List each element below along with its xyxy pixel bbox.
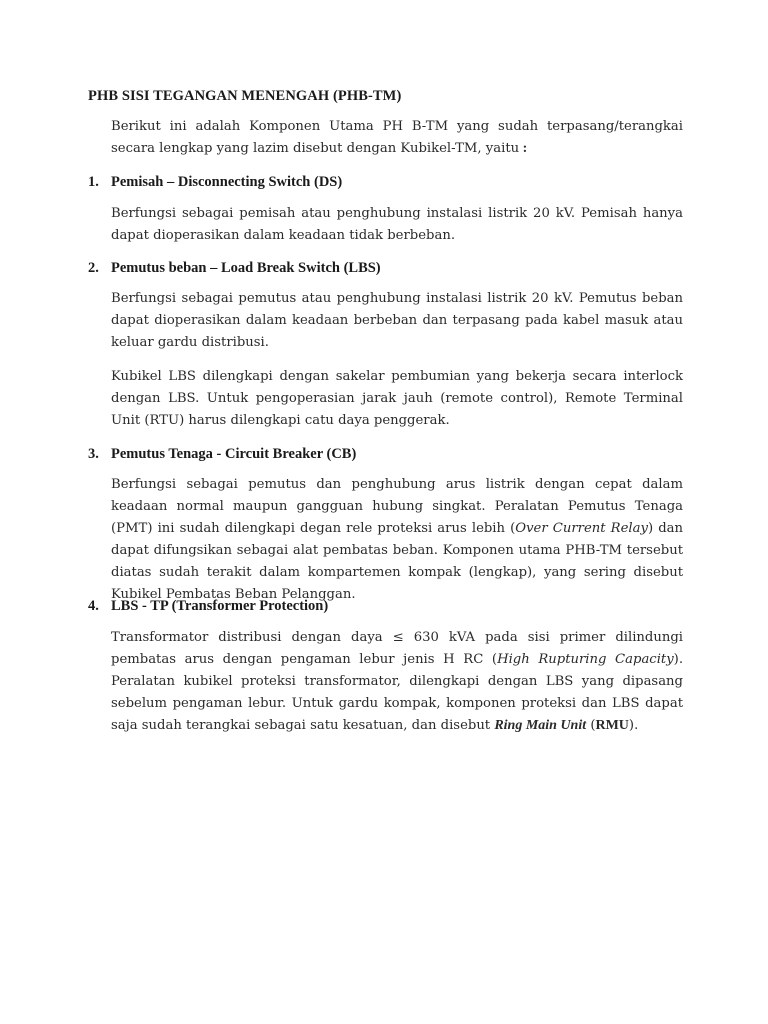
section-2-paragraph-2: Kubikel LBS dilengkapi dengan sakelar pembumian yang bekerja secara interlock dengan LBS. Untuk pengoperasian jarak jauh (remote control), Remote Terminal Unit (RTU) harus dilengkapi catu daya penggerak. (111, 369, 683, 428)
section-4-text-italic: High Rupturing Capacity (497, 652, 674, 667)
intro-paragraph (111, 116, 683, 160)
intro-colon: : (519, 141, 528, 156)
section-4-number: 4. (88, 598, 99, 614)
section-2-paragraph-1: Berfungsi sebagai pemutus atau penghubung instalasi listrik 20 kV. Pemutus beban dapat dioperasikan dalam keadaan berbeban dan terpasang pada kabel masuk atau keluar gardu distribusi. (111, 291, 683, 350)
section-4-text-bold-italic: Ring Main Unit (494, 718, 587, 733)
section-3-heading (88, 446, 356, 463)
section-4-text-b: ). Peralatan kubikel proteksi transformator, dilengkapi dengan LBS yang dipasang sebelum pengaman lebur. Untuk gardu kompak, komponen proteksi dan LBS dapat saja sudah terangkai sebagai satu kesatuan, dan disebut (111, 652, 684, 733)
section-1-number: 1. (88, 174, 99, 190)
section-2-heading (88, 260, 381, 277)
section-4-heading (88, 598, 328, 615)
section-4-title: LBS - TP (Transformer Protection) (111, 598, 329, 614)
section-1-heading (88, 174, 342, 191)
section-4-text-c: ( (586, 718, 596, 733)
section-4-text-d: ). (628, 718, 639, 733)
section-3-text-italic: Over Current Relay (515, 521, 648, 536)
section-4-text-bold: RMU (595, 718, 629, 733)
section-1-paragraph: Berfungsi sebagai pemisah atau penghubung instalasi listrik 20 kV. Pemisah hanya dapat dioperasikan dalam keadaan tidak berbeban. (111, 206, 683, 243)
section-2-title: Pemutus beban – Load Break Switch (LBS) (111, 260, 381, 276)
intro-text: Berikut ini adalah Komponen Utama PH B-TM yang sudah terpasang/terangkai secara lengkap yang lazim disebut dengan Kubikel-TM, yaitu (111, 119, 683, 156)
section-1-title: Pemisah – Disconnecting Switch (DS) (111, 174, 343, 190)
section-3-paragraph (111, 474, 683, 606)
section-2-number: 2. (88, 260, 99, 276)
section-3-number: 3. (88, 446, 99, 462)
section-4-paragraph (111, 627, 683, 737)
section-3-text-b: ) dan dapat difungsikan sebagai alat pembatas beban. Komponen utama PHB-TM tersebut diatas sudah terakit dalam kompartemen kompak (lengkap), yang sering disebut Kubikel Pembatas Beban Pelanggan. (111, 521, 683, 602)
section-4-text-a: Transformator distribusi dengan daya ≤ 630 kVA pada sisi primer dilindungi pembatas arus dengan pengaman lebur jenis H RC ( (111, 630, 683, 667)
document-title: PHB SISI TEGANGAN MENENGAH (PHB-TM) (88, 88, 402, 104)
section-3-title: Pemutus Tenaga - Circuit Breaker (CB) (111, 446, 357, 462)
section-3-text-a: Berfungsi sebagai pemutus dan penghubung arus listrik dengan cepat dalam keadaan normal maupun gangguan hubung singkat. Peralatan Pemutus Tenaga (PMT) ini sudah dilengkapi degan rele proteksi arus lebih ( (111, 477, 683, 536)
